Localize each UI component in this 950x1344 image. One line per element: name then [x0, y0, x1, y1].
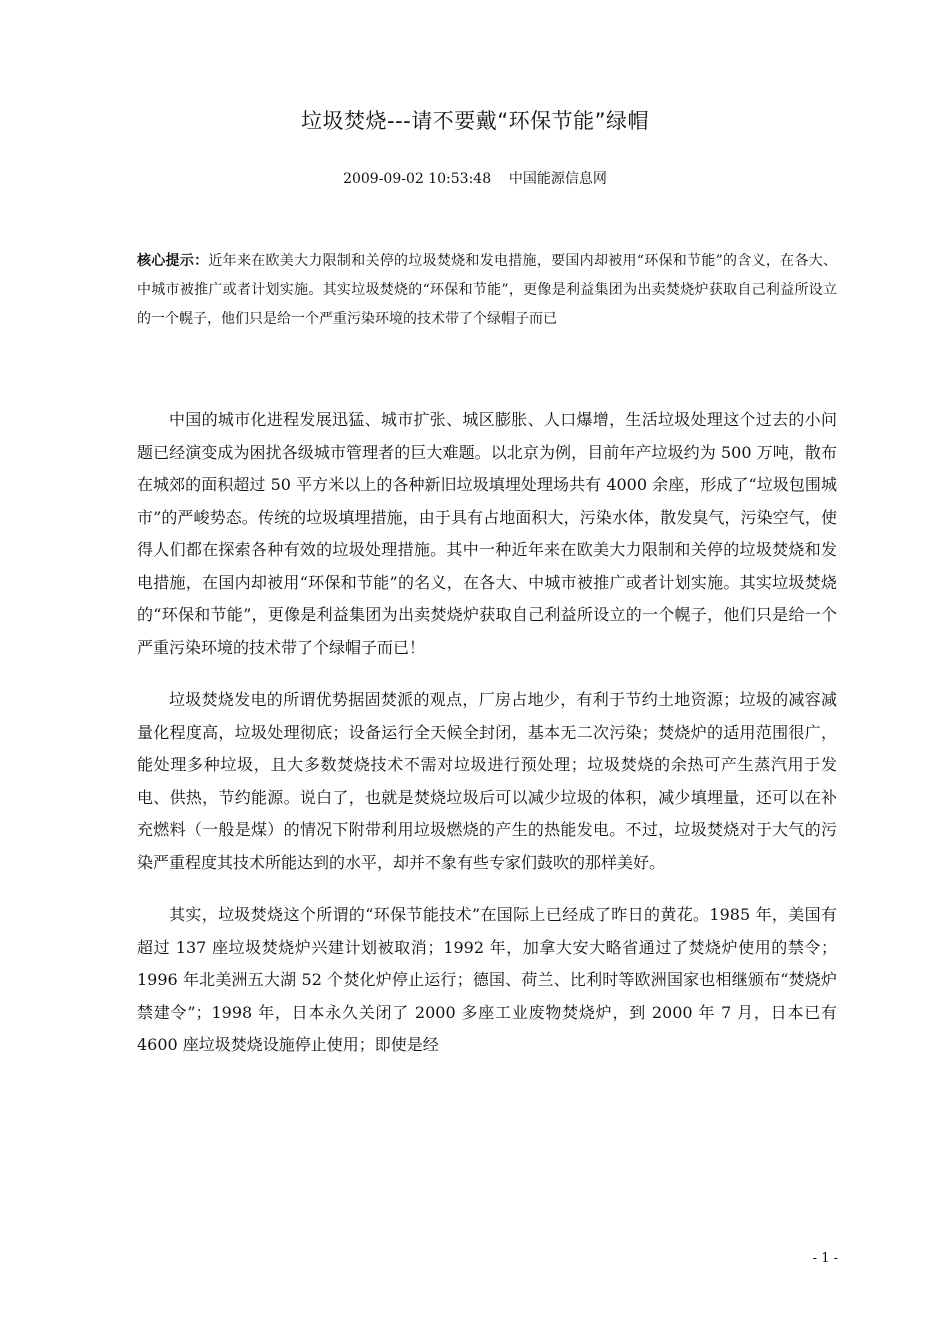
document-title: 垃圾焚烧---请不要戴“环保节能”绿帽 — [301, 109, 649, 133]
summary-text: 近年来在欧美大力限制和关停的垃圾焚烧和发电措施，要国内却被用“环保和节能”的含义，在各大、中城市被推广或者计划实施。其实垃圾焚烧的“环保和节能”，更像是利益集团为出卖焚烧炉获取自己利益所设立的一个幌子，他们只是给一个严重污染环境的技术带了个绿帽子而已 — [137, 253, 838, 327]
page-number: - 1 - — [812, 1251, 838, 1266]
paragraph: 中国的城市化进程发展迅猛、城市扩张、城区膨胀、人口爆增，生活垃圾处理这个过去的小问题已经演变成为困扰各级城市管理者的巨大难题。以北京为例，目前年产垃圾约为 500 万吨，散布在城郊的面积超过 50 平方米以上的各种新旧垃圾填埋处理场共有 4000 余座，形成了“垃圾包围城市”的严峻势态。传统的垃圾填埋措施，由于具有占地面积大，污染水体，散发臭气，污染空气，使得人们都在探索各种有效的垃圾处理措施。其中一种近年来在欧美大力限制和关停的垃圾焚烧和发电措施，在国内却被用“环保和节能”的名义，在各大、中城市被推广或者计划实施。其实垃圾焚烧的“环保和节能”，更像是利益集团为出卖焚烧炉获取自己利益所设立的一个幌子，他们只是给一个严重污染环境的技术带了个绿帽子而已！ — [137, 410, 837, 657]
article-body — [137, 404, 837, 1082]
paragraph: 垃圾焚烧发电的所谓优势据固焚派的观点，厂房占地少，有利于节约土地资源；垃圾的减容减量化程度高，垃圾处理彻底；设备运行全天候全封闭，基本无二次污染；焚烧炉的适用范围很广，能处理多种垃圾，且大多数焚烧技术不需对垃圾进行预处理；垃圾焚烧的余热可产生蒸汽用于发电、供热，节约能源。说白了，也就是焚烧垃圾后可以减少垃圾的体积，减少填埋量，还可以在补充燃料（一般是煤）的情况下附带利用垃圾燃烧的产生的热能发电。不过，垃圾焚烧对于大气的污染严重程度其技术所能达到的水平，却并不象有些专家们鼓吹的那样美好。 — [137, 690, 837, 872]
document-meta: 2009-09-02 10:53:48 中国能源信息网 — [343, 171, 607, 187]
summary — [137, 247, 837, 334]
summary-label: 核心提示： — [137, 253, 209, 269]
paragraph: 其实，垃圾焚烧这个所谓的“环保节能技术”在国际上已经成了昨日的黄花。1985 年，美国有超过 137 座垃圾焚烧炉兴建计划被取消；1992 年，加拿大安大略省通过了焚烧炉使用的禁令；1996 年北美洲五大湖 52 个焚化炉停止运行；德国、荷兰、比利时等欧洲国家也相继颁布“焚烧炉禁建令”；1998 年，日本永久关闭了 2000 多座工业废物焚烧炉，到 2000 年 7 月，日本已有 4600 座垃圾焚烧设施停止使用；即使是经 — [137, 905, 837, 1054]
